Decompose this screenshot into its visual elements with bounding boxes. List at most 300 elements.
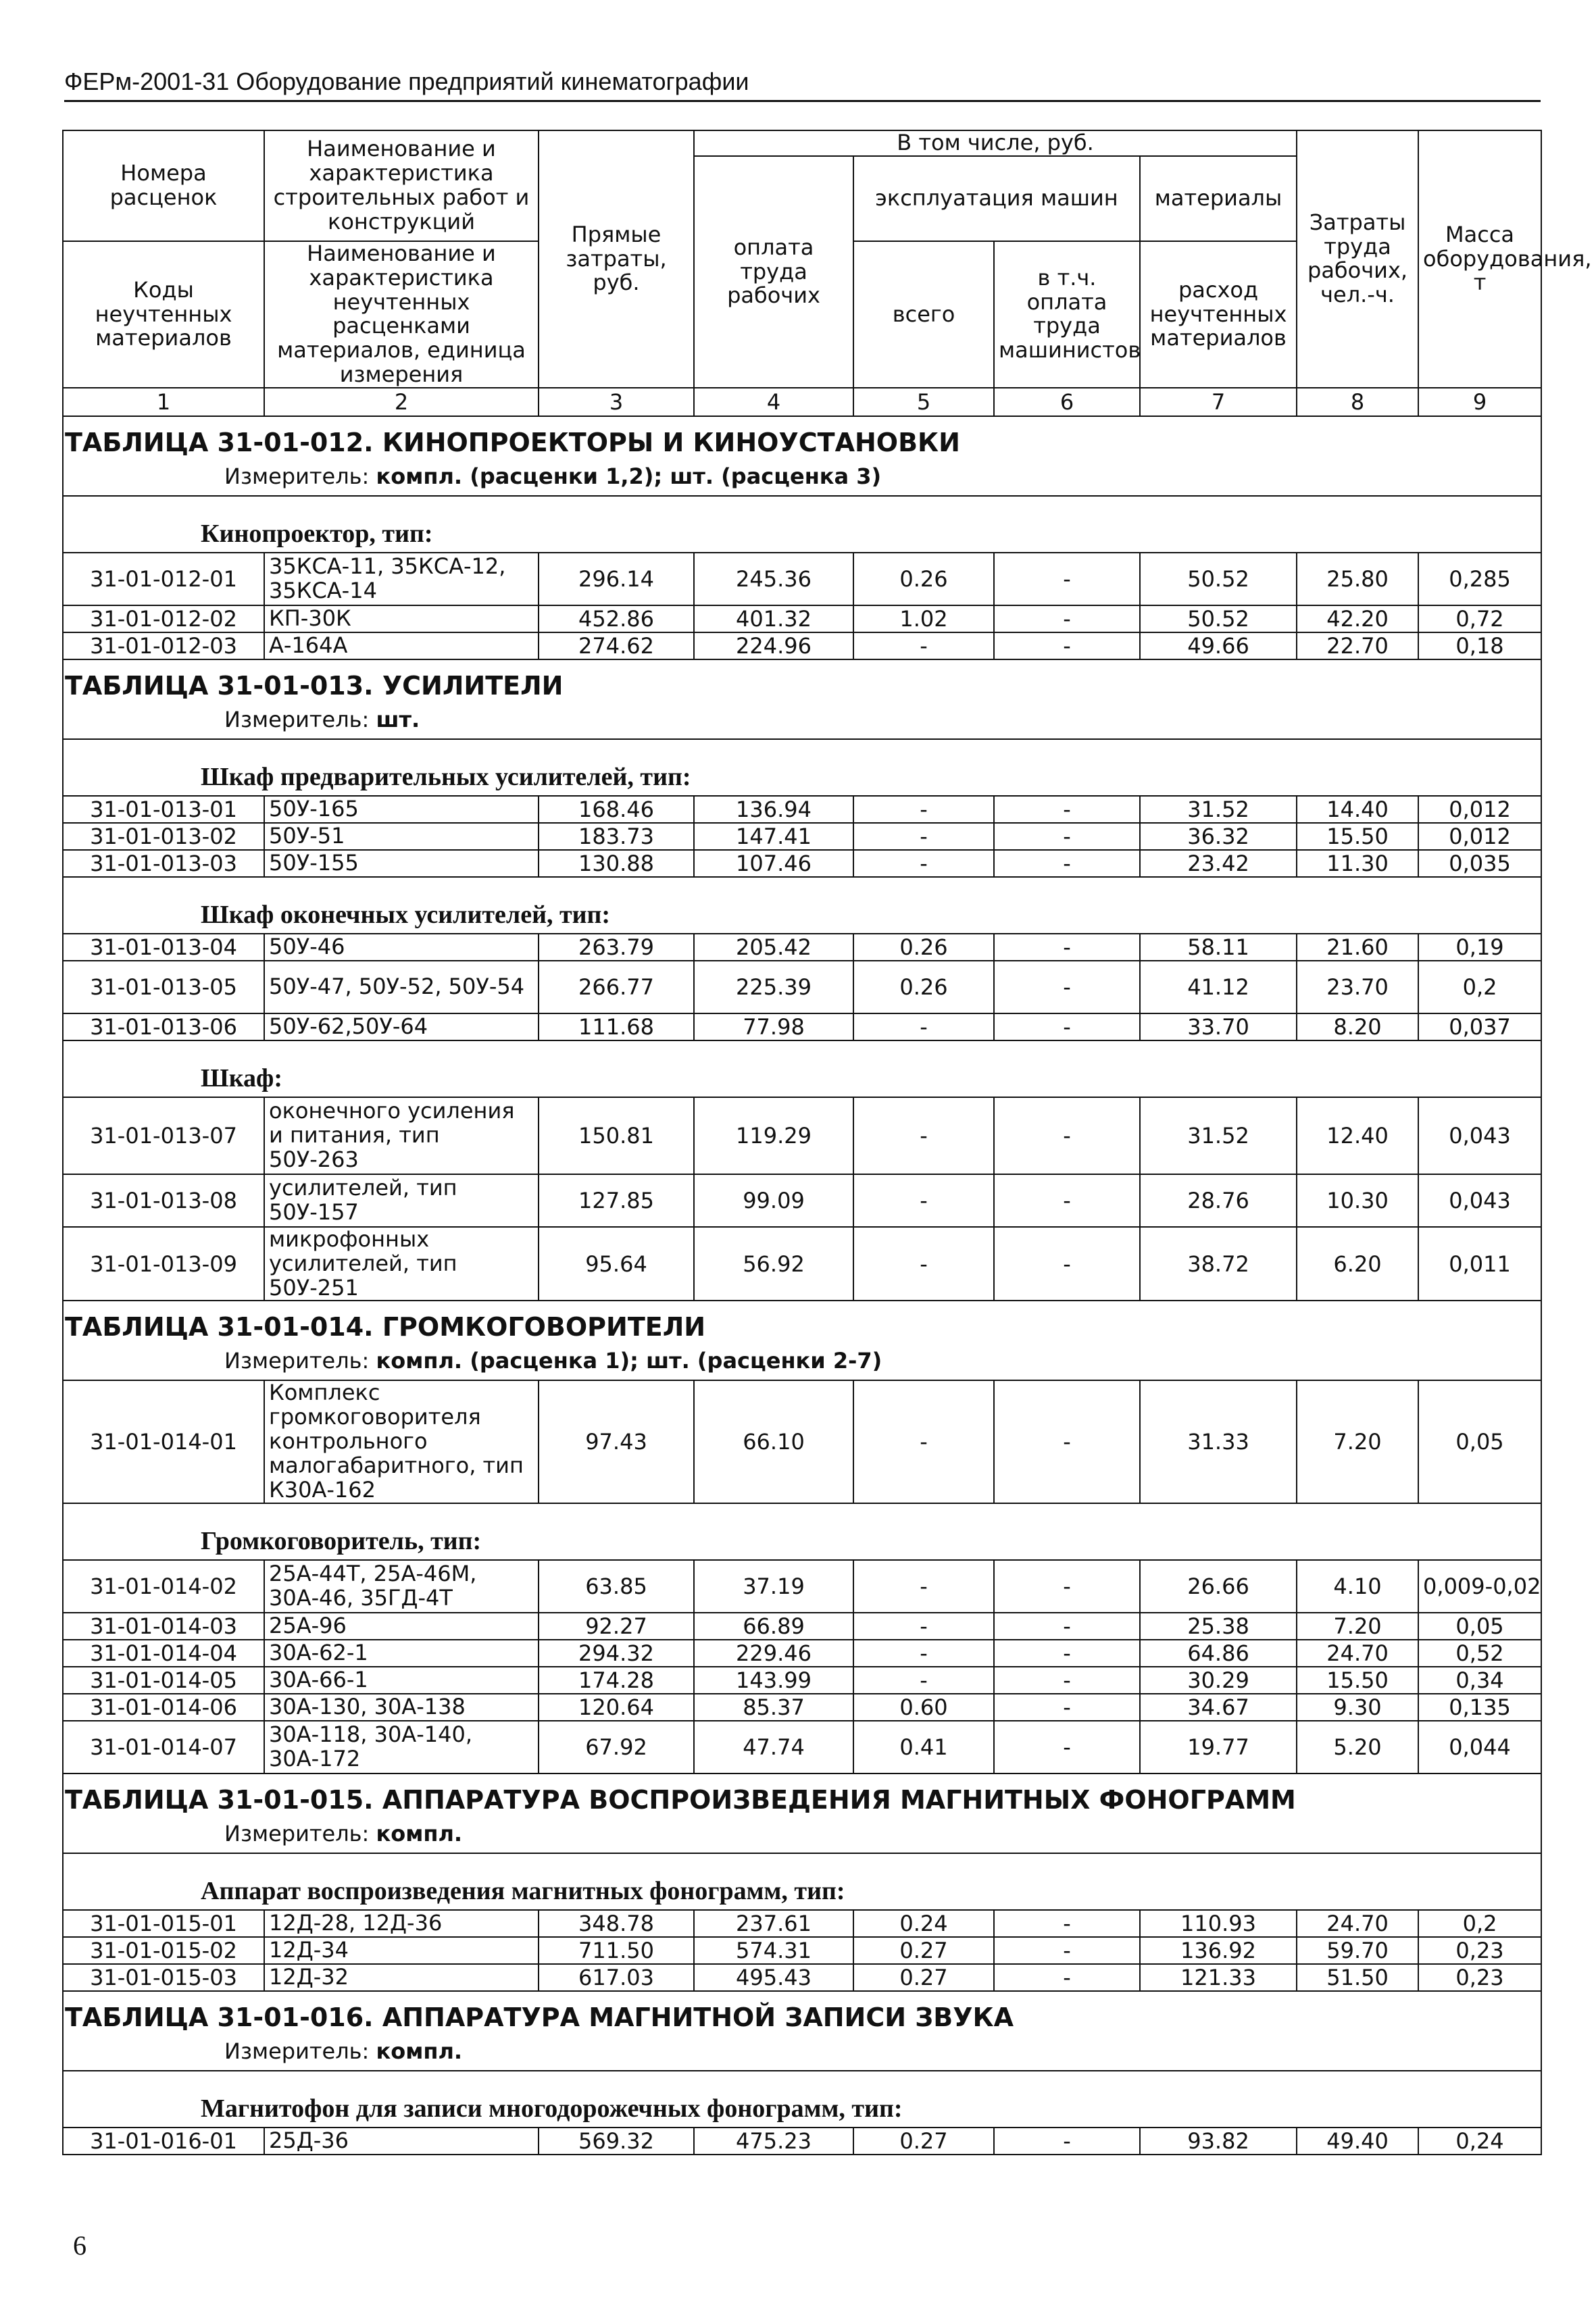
rate-code: 31-01-015-03 xyxy=(63,1964,264,1991)
meter xyxy=(63,2035,1541,2071)
col-mass: Масса оборудования, т xyxy=(1418,130,1541,388)
table-row xyxy=(63,605,1541,632)
table-row xyxy=(63,1227,1541,1301)
materials-cost: 136.92 xyxy=(1140,1937,1297,1964)
machinist-pay: - xyxy=(994,961,1140,1013)
rate-name: 30А-62-1 xyxy=(264,1640,539,1667)
labor-hours: 6.20 xyxy=(1297,1227,1418,1301)
meter-label: Измеритель: xyxy=(224,1820,370,1846)
machinist-pay: - xyxy=(994,1640,1140,1667)
labor-hours: 5.20 xyxy=(1297,1721,1418,1774)
materials-cost: 93.82 xyxy=(1140,2128,1297,2155)
meter-row xyxy=(63,2035,1541,2071)
rate-name: 50У-62,50У-64 xyxy=(264,1013,539,1040)
col-direct: Прямые затраты, руб. xyxy=(539,130,694,388)
rate-name: 50У-51 xyxy=(264,823,539,850)
materials-cost: 23.42 xyxy=(1140,850,1297,877)
machinist-pay: - xyxy=(994,1613,1140,1640)
machines-total: - xyxy=(853,823,994,850)
rate-name: 35КСА-11, 35КСА-12, 35КСА-14 xyxy=(264,553,539,605)
table-row xyxy=(63,1640,1541,1667)
rate-code: 31-01-013-02 xyxy=(63,823,264,850)
labor-hours: 4.10 xyxy=(1297,1560,1418,1613)
equipment-mass: 0,52 xyxy=(1418,1640,1541,1667)
rate-code: 31-01-014-06 xyxy=(63,1694,264,1721)
machinist-pay: - xyxy=(994,1667,1140,1694)
rate-code: 31-01-013-09 xyxy=(63,1227,264,1301)
col-including: В том числе, руб. xyxy=(694,130,1297,156)
rate-name: 25А-96 xyxy=(264,1613,539,1640)
column-number: 3 xyxy=(539,388,694,416)
machines-total: 0.26 xyxy=(853,934,994,961)
page-header: ФЕРм-2001-31 Оборудование предприятий кинематографии xyxy=(64,68,1541,102)
rate-code: 31-01-016-01 xyxy=(63,2128,264,2155)
section-title-row xyxy=(63,1301,1541,1344)
machines-total: - xyxy=(853,1013,994,1040)
column-number: 8 xyxy=(1297,388,1418,416)
machines-total: 0.26 xyxy=(853,961,994,1013)
equipment-mass: 0,05 xyxy=(1418,1613,1541,1640)
labor-pay: 245.36 xyxy=(694,553,853,605)
group-heading-row xyxy=(63,496,1541,553)
table-row xyxy=(63,934,1541,961)
direct-cost: 296.14 xyxy=(539,553,694,605)
rate-code: 31-01-013-04 xyxy=(63,934,264,961)
machinist-pay: - xyxy=(994,934,1140,961)
machines-total: - xyxy=(853,1560,994,1613)
table-row xyxy=(63,1964,1541,1991)
equipment-mass: 0,135 xyxy=(1418,1694,1541,1721)
materials-cost: 64.86 xyxy=(1140,1640,1297,1667)
machinist-pay: - xyxy=(994,796,1140,823)
rate-name: 30А-118, 30А-140, 30А-172 xyxy=(264,1721,539,1774)
machines-total: - xyxy=(853,1640,994,1667)
table-row xyxy=(63,1380,1541,1503)
col-machines: эксплуатация машин xyxy=(853,156,1140,241)
equipment-mass: 0,037 xyxy=(1418,1013,1541,1040)
direct-cost: 95.64 xyxy=(539,1227,694,1301)
rate-code: 31-01-013-05 xyxy=(63,961,264,1013)
section-title: ТАБЛИЦА 31-01-016. АППАРАТУРА МАГНИТНОЙ ЗАПИСИ ЗВУКА xyxy=(63,1991,1541,2035)
machinist-pay: - xyxy=(994,1380,1140,1503)
meter xyxy=(63,1344,1541,1380)
machines-total: - xyxy=(853,796,994,823)
meter-value: компл. xyxy=(376,1820,463,1846)
machinist-pay: - xyxy=(994,1227,1140,1301)
machinist-pay: - xyxy=(994,632,1140,659)
rate-code: 31-01-013-03 xyxy=(63,850,264,877)
col-total: всего xyxy=(853,241,994,388)
table-row xyxy=(63,823,1541,850)
meter-value: компл. (расценка 1); шт. (расценки 2-7) xyxy=(376,1348,882,1374)
labor-pay: 495.43 xyxy=(694,1964,853,1991)
group-heading: Магнитофон для записи многодорожечных фонограмм, тип: xyxy=(63,2071,1541,2128)
rate-code: 31-01-014-02 xyxy=(63,1560,264,1613)
section-title-row xyxy=(63,416,1541,460)
labor-pay: 147.41 xyxy=(694,823,853,850)
rate-name: А-164А xyxy=(264,632,539,659)
section-title-row xyxy=(63,1774,1541,1817)
table-row xyxy=(63,1721,1541,1774)
rate-code: 31-01-014-07 xyxy=(63,1721,264,1774)
col-labor-pay: оплата труда рабочих xyxy=(694,156,853,388)
labor-hours: 15.50 xyxy=(1297,823,1418,850)
labor-hours: 42.20 xyxy=(1297,605,1418,632)
machines-total: - xyxy=(853,1667,994,1694)
materials-cost: 50.52 xyxy=(1140,553,1297,605)
meter-row xyxy=(63,460,1541,496)
rate-code: 31-01-015-02 xyxy=(63,1937,264,1964)
direct-cost: 120.64 xyxy=(539,1694,694,1721)
equipment-mass: 0,012 xyxy=(1418,823,1541,850)
labor-hours: 10.30 xyxy=(1297,1174,1418,1227)
equipment-mass: 0,012 xyxy=(1418,796,1541,823)
meter-value: компл. (расценки 1,2); шт. (расценка 3) xyxy=(376,463,882,489)
labor-pay: 401.32 xyxy=(694,605,853,632)
machinist-pay: - xyxy=(994,1937,1140,1964)
table-row xyxy=(63,1013,1541,1040)
labor-hours: 7.20 xyxy=(1297,1613,1418,1640)
materials-cost: 58.11 xyxy=(1140,934,1297,961)
labor-hours: 49.40 xyxy=(1297,2128,1418,2155)
rate-name: 30А-66-1 xyxy=(264,1667,539,1694)
rate-name: 50У-155 xyxy=(264,850,539,877)
direct-cost: 111.68 xyxy=(539,1013,694,1040)
rate-name: Комплекс громкоговорителя контрольного малогабаритного, тип К30А-162 xyxy=(264,1380,539,1503)
page-number: 6 xyxy=(73,2230,86,2261)
direct-cost: 174.28 xyxy=(539,1667,694,1694)
table-body xyxy=(63,416,1541,2155)
labor-pay: 136.94 xyxy=(694,796,853,823)
table-row xyxy=(63,961,1541,1013)
rate-name: 12Д-28, 12Д-36 xyxy=(264,1910,539,1937)
labor-hours: 59.70 xyxy=(1297,1937,1418,1964)
direct-cost: 150.81 xyxy=(539,1097,694,1174)
column-number: 4 xyxy=(694,388,853,416)
direct-cost: 130.88 xyxy=(539,850,694,877)
column-numbers-row xyxy=(63,388,1541,416)
labor-hours: 9.30 xyxy=(1297,1694,1418,1721)
machinist-pay: - xyxy=(994,1964,1140,1991)
group-heading: Шкаф оконечных усилителей, тип: xyxy=(63,877,1541,934)
col-materials: материалы xyxy=(1140,156,1297,241)
meter-row xyxy=(63,1344,1541,1380)
section-title: ТАБЛИЦА 31-01-013. УСИЛИТЕЛИ xyxy=(63,659,1541,703)
rate-code: 31-01-013-07 xyxy=(63,1097,264,1174)
labor-pay: 224.96 xyxy=(694,632,853,659)
materials-cost: 121.33 xyxy=(1140,1964,1297,1991)
materials-cost: 38.72 xyxy=(1140,1227,1297,1301)
labor-pay: 107.46 xyxy=(694,850,853,877)
rate-code: 31-01-014-01 xyxy=(63,1380,264,1503)
table-row xyxy=(63,632,1541,659)
group-heading: Кинопроектор, тип: xyxy=(63,496,1541,553)
equipment-mass: 0,05 xyxy=(1418,1380,1541,1503)
labor-hours: 24.70 xyxy=(1297,1640,1418,1667)
machinist-pay: - xyxy=(994,553,1140,605)
labor-pay: 85.37 xyxy=(694,1694,853,1721)
machinist-pay: - xyxy=(994,1910,1140,1937)
meter-value: шт. xyxy=(376,706,420,732)
meter-label: Измеритель: xyxy=(224,706,370,732)
labor-hours: 14.40 xyxy=(1297,796,1418,823)
table-row xyxy=(63,796,1541,823)
table-row xyxy=(63,553,1541,605)
materials-cost: 36.32 xyxy=(1140,823,1297,850)
equipment-mass: 0,011 xyxy=(1418,1227,1541,1301)
direct-cost: 67.92 xyxy=(539,1721,694,1774)
materials-cost: 49.66 xyxy=(1140,632,1297,659)
materials-cost: 41.12 xyxy=(1140,961,1297,1013)
labor-pay: 56.92 xyxy=(694,1227,853,1301)
materials-cost: 30.29 xyxy=(1140,1667,1297,1694)
equipment-mass: 0,23 xyxy=(1418,1964,1541,1991)
direct-cost: 92.27 xyxy=(539,1613,694,1640)
labor-hours: 11.30 xyxy=(1297,850,1418,877)
direct-cost: 617.03 xyxy=(539,1964,694,1991)
group-heading: Шкаф предварительных усилителей, тип: xyxy=(63,739,1541,796)
rate-name: 12Д-34 xyxy=(264,1937,539,1964)
labor-hours: 7.20 xyxy=(1297,1380,1418,1503)
materials-cost: 110.93 xyxy=(1140,1910,1297,1937)
labor-pay: 229.46 xyxy=(694,1640,853,1667)
materials-cost: 31.52 xyxy=(1140,1097,1297,1174)
rate-code: 31-01-014-05 xyxy=(63,1667,264,1694)
machinist-pay: - xyxy=(994,605,1140,632)
meter xyxy=(63,460,1541,496)
labor-pay: 574.31 xyxy=(694,1937,853,1964)
meter-row xyxy=(63,703,1541,739)
rate-code: 31-01-015-01 xyxy=(63,1910,264,1937)
col-unacc-use: расход неучтенных материалов xyxy=(1140,241,1297,388)
col-codes: Номера расценок xyxy=(63,130,264,241)
labor-pay: 205.42 xyxy=(694,934,853,961)
machines-total: - xyxy=(853,850,994,877)
materials-cost: 34.67 xyxy=(1140,1694,1297,1721)
col-name-unaccounted: Наименование и характеристика неучтенных расценками материалов, единица измерения xyxy=(264,241,539,388)
col-name: Наименование и характеристика строительных работ и конструкций xyxy=(264,130,539,241)
machinist-pay: - xyxy=(994,850,1140,877)
section-title: ТАБЛИЦА 31-01-012. КИНОПРОЕКТОРЫ И КИНОУСТАНОВКИ xyxy=(63,416,1541,460)
machines-total: 0.26 xyxy=(853,553,994,605)
labor-hours: 22.70 xyxy=(1297,632,1418,659)
labor-hours: 12.40 xyxy=(1297,1097,1418,1174)
labor-hours: 51.50 xyxy=(1297,1964,1418,1991)
group-heading-row xyxy=(63,877,1541,934)
table-row xyxy=(63,1910,1541,1937)
labor-hours: 21.60 xyxy=(1297,934,1418,961)
equipment-mass: 0,043 xyxy=(1418,1174,1541,1227)
meter-label: Измеритель: xyxy=(224,1348,370,1374)
group-heading-row xyxy=(63,739,1541,796)
equipment-mass: 0,2 xyxy=(1418,1910,1541,1937)
materials-cost: 26.66 xyxy=(1140,1560,1297,1613)
labor-hours: 24.70 xyxy=(1297,1910,1418,1937)
direct-cost: 127.85 xyxy=(539,1174,694,1227)
section-title-row xyxy=(63,659,1541,703)
direct-cost: 263.79 xyxy=(539,934,694,961)
equipment-mass: 0,19 xyxy=(1418,934,1541,961)
machines-total: - xyxy=(853,1097,994,1174)
equipment-mass: 0,23 xyxy=(1418,1937,1541,1964)
table-row xyxy=(63,1613,1541,1640)
materials-cost: 28.76 xyxy=(1140,1174,1297,1227)
materials-cost: 31.33 xyxy=(1140,1380,1297,1503)
labor-pay: 143.99 xyxy=(694,1667,853,1694)
group-heading: Громкоговоритель, тип: xyxy=(63,1503,1541,1560)
column-number: 6 xyxy=(994,388,1140,416)
machinist-pay: - xyxy=(994,1694,1140,1721)
equipment-mass: 0,044 xyxy=(1418,1721,1541,1774)
column-number: 9 xyxy=(1418,388,1541,416)
rate-name: усилителей, тип 50У-157 xyxy=(264,1174,539,1227)
equipment-mass: 0,18 xyxy=(1418,632,1541,659)
rate-name: оконечного усиления и питания, тип 50У-263 xyxy=(264,1097,539,1174)
machinist-pay: - xyxy=(994,1013,1140,1040)
labor-pay: 47.74 xyxy=(694,1721,853,1774)
equipment-mass: 0,72 xyxy=(1418,605,1541,632)
col-incl-machinist: в т.ч. оплата труда машинистов xyxy=(994,241,1140,388)
column-number: 7 xyxy=(1140,388,1297,416)
equipment-mass: 0,34 xyxy=(1418,1667,1541,1694)
rate-code: 31-01-013-08 xyxy=(63,1174,264,1227)
group-heading-row xyxy=(63,1503,1541,1560)
rate-code: 31-01-013-06 xyxy=(63,1013,264,1040)
rate-code: 31-01-014-04 xyxy=(63,1640,264,1667)
table-row xyxy=(63,1097,1541,1174)
machines-total: - xyxy=(853,1613,994,1640)
machinist-pay: - xyxy=(994,1721,1140,1774)
column-number: 5 xyxy=(853,388,994,416)
machines-total: - xyxy=(853,1174,994,1227)
rate-name: 25А-44Т, 25А-46М, 30А-46, 35ГД-4Т xyxy=(264,1560,539,1613)
rate-code: 31-01-014-03 xyxy=(63,1613,264,1640)
rate-code: 31-01-013-01 xyxy=(63,796,264,823)
materials-cost: 50.52 xyxy=(1140,605,1297,632)
machines-total: - xyxy=(853,1227,994,1301)
direct-cost: 63.85 xyxy=(539,1560,694,1613)
labor-hours: 8.20 xyxy=(1297,1013,1418,1040)
rate-name: 50У-47, 50У-52, 50У-54 xyxy=(264,961,539,1013)
direct-cost: 452.86 xyxy=(539,605,694,632)
column-number: 1 xyxy=(63,388,264,416)
rate-code: 31-01-012-02 xyxy=(63,605,264,632)
labor-pay: 66.89 xyxy=(694,1613,853,1640)
direct-cost: 711.50 xyxy=(539,1937,694,1964)
rate-name: 12Д-32 xyxy=(264,1964,539,1991)
labor-pay: 237.61 xyxy=(694,1910,853,1937)
table-row xyxy=(63,2128,1541,2155)
rate-name: микрофонных усилителей, тип 50У-251 xyxy=(264,1227,539,1301)
machines-total: 0.27 xyxy=(853,2128,994,2155)
materials-cost: 25.38 xyxy=(1140,1613,1297,1640)
machinist-pay: - xyxy=(994,1560,1140,1613)
meter-label: Измеритель: xyxy=(224,463,370,489)
col-codes-unaccounted: Коды неучтенных материалов xyxy=(63,241,264,388)
machines-total: 0.60 xyxy=(853,1694,994,1721)
table-row xyxy=(63,1560,1541,1613)
machines-total: 1.02 xyxy=(853,605,994,632)
materials-cost: 19.77 xyxy=(1140,1721,1297,1774)
machinist-pay: - xyxy=(994,1174,1140,1227)
machinist-pay: - xyxy=(994,823,1140,850)
direct-cost: 183.73 xyxy=(539,823,694,850)
labor-hours: 25.80 xyxy=(1297,553,1418,605)
machines-total: - xyxy=(853,1380,994,1503)
equipment-mass: 0,009-0,02 xyxy=(1418,1560,1541,1613)
rate-name: 30А-130, 30А-138 xyxy=(264,1694,539,1721)
direct-cost: 266.77 xyxy=(539,961,694,1013)
direct-cost: 348.78 xyxy=(539,1910,694,1937)
materials-cost: 33.70 xyxy=(1140,1013,1297,1040)
equipment-mass: 0,043 xyxy=(1418,1097,1541,1174)
direct-cost: 97.43 xyxy=(539,1380,694,1503)
meter-label: Измеритель: xyxy=(224,2038,370,2064)
equipment-mass: 0,2 xyxy=(1418,961,1541,1013)
table-row xyxy=(63,1667,1541,1694)
materials-cost: 31.52 xyxy=(1140,796,1297,823)
equipment-mass: 0,285 xyxy=(1418,553,1541,605)
group-heading: Шкаф: xyxy=(63,1040,1541,1097)
section-title: ТАБЛИЦА 31-01-014. ГРОМКОГОВОРИТЕЛИ xyxy=(63,1301,1541,1344)
meter xyxy=(63,703,1541,739)
direct-cost: 274.62 xyxy=(539,632,694,659)
equipment-mass: 0,035 xyxy=(1418,850,1541,877)
section-title: ТАБЛИЦА 31-01-015. АППАРАТУРА ВОСПРОИЗВЕДЕНИЯ МАГНИТНЫХ ФОНОГРАММ xyxy=(63,1774,1541,1817)
rate-code: 31-01-012-01 xyxy=(63,553,264,605)
machinist-pay: - xyxy=(994,2128,1140,2155)
machines-total: 0.24 xyxy=(853,1910,994,1937)
column-number: 2 xyxy=(264,388,539,416)
machines-total: 0.27 xyxy=(853,1964,994,1991)
labor-pay: 225.39 xyxy=(694,961,853,1013)
machinist-pay: - xyxy=(994,1097,1140,1174)
rate-name: 25Д-36 xyxy=(264,2128,539,2155)
direct-cost: 294.32 xyxy=(539,1640,694,1667)
labor-hours: 15.50 xyxy=(1297,1667,1418,1694)
table-row xyxy=(63,1937,1541,1964)
rates-table xyxy=(62,130,1592,2155)
rate-name: 50У-165 xyxy=(264,796,539,823)
direct-cost: 569.32 xyxy=(539,2128,694,2155)
meter-value: компл. xyxy=(376,2038,463,2064)
table-row xyxy=(63,1694,1541,1721)
group-heading-row xyxy=(63,1040,1541,1097)
rate-name: КП-30К xyxy=(264,605,539,632)
table-row xyxy=(63,850,1541,877)
group-heading: Аппарат воспроизведения магнитных фонограмм, тип: xyxy=(63,1853,1541,1910)
labor-pay: 475.23 xyxy=(694,2128,853,2155)
equipment-mass: 0,24 xyxy=(1418,2128,1541,2155)
labor-pay: 37.19 xyxy=(694,1560,853,1613)
meter-row xyxy=(63,1817,1541,1853)
group-heading-row xyxy=(63,2071,1541,2128)
labor-hours: 23.70 xyxy=(1297,961,1418,1013)
rate-code: 31-01-012-03 xyxy=(63,632,264,659)
machines-total: - xyxy=(853,632,994,659)
direct-cost: 168.46 xyxy=(539,796,694,823)
section-title-row xyxy=(63,1991,1541,2035)
labor-pay: 99.09 xyxy=(694,1174,853,1227)
col-labor-cost: Затраты труда рабочих, чел.-ч. xyxy=(1297,130,1418,388)
group-heading-row xyxy=(63,1853,1541,1910)
labor-pay: 119.29 xyxy=(694,1097,853,1174)
rate-name: 50У-46 xyxy=(264,934,539,961)
machines-total: 0.41 xyxy=(853,1721,994,1774)
machines-total: 0.27 xyxy=(853,1937,994,1964)
labor-pay: 77.98 xyxy=(694,1013,853,1040)
table-row xyxy=(63,1174,1541,1227)
